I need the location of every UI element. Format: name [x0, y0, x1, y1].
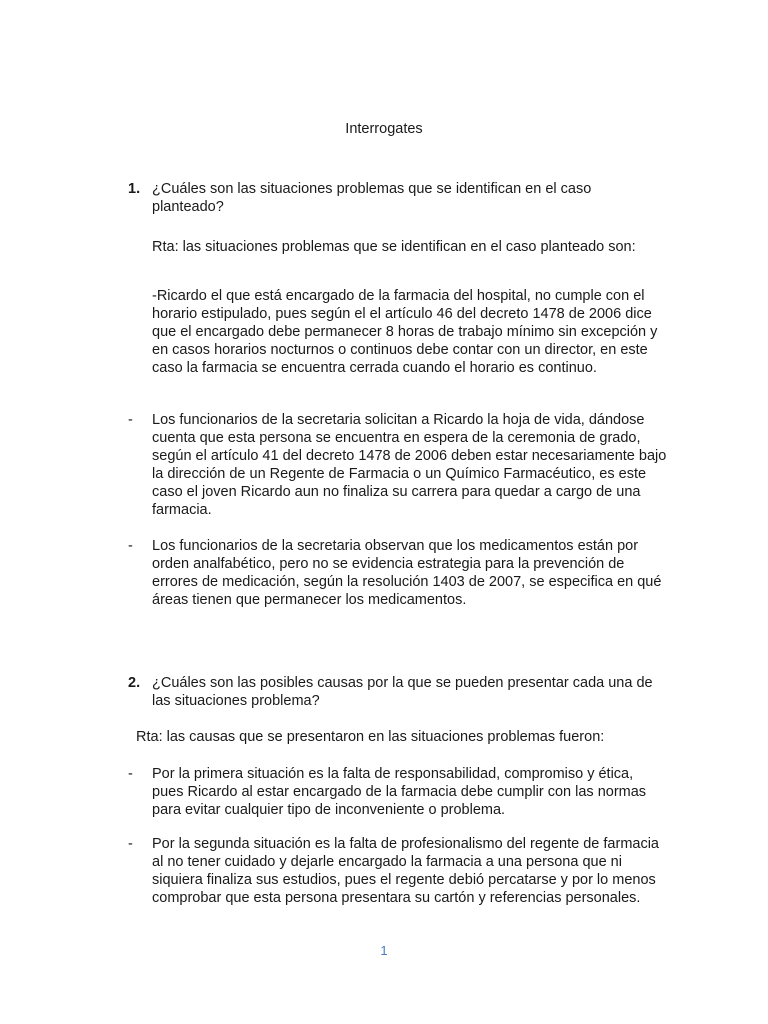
question-2-text: ¿Cuáles son las posibles causas por la que se pueden presentar cada una de las situaciones problema?: [152, 675, 653, 709]
document-title: Interrogates: [345, 121, 423, 137]
q1-bullet-1-marker: -: [128, 412, 133, 428]
q2-bullet-2-marker: -: [128, 836, 133, 852]
q1-bullet-2-marker: -: [128, 538, 133, 554]
page-number: 1: [380, 943, 388, 958]
q2-bullet-1-marker: -: [128, 766, 133, 782]
q1-bullet-1-text: Los funcionarios de la secretaria solicitan a Ricardo la hoja de vida, dándose cuenta que esta persona se encuentra en espera de la ceremonia de grado, según el artículo 41 del decreto 1478 de 2006 deben estar necesariamente bajo la dirección de un Regente de Farmacia o un Químico Farmacéutico, es este caso el joven Ricardo aun no finaliza su carrera para quedar a cargo de una farmacia.: [152, 412, 667, 518]
question-2-number: 2.: [128, 675, 141, 691]
q2-bullet-1-text: Por la primera situación es la falta de responsabilidad, compromiso y ética, pues Ricardo al estar encargado de la farmacia debe cumplir con las normas para evitar cualquier tipo de inconveniente o problema.: [152, 766, 647, 818]
question-2-answer-intro: Rta: las causas que se presentaron en las situaciones problemas fueron:: [136, 729, 605, 745]
question-1-paragraph: -Ricardo el que está encargado de la farmacia del hospital, no cumple con el horario estipulado, pues según el el artículo 46 del decreto 1478 de 2006 dice que el encargado debe permanecer 8 horas de trabajo mínimo sin excepción y en casos horarios nocturnos o continuos debe contar con un director, en este caso la farmacia se encuentra cerrada cuando el horario es continuo.: [152, 288, 658, 376]
question-1-number: 1.: [128, 181, 141, 197]
question-1-answer-intro: Rta: las situaciones problemas que se identifican en el caso planteado son:: [152, 239, 636, 255]
question-1-text: ¿Cuáles son las situaciones problemas que se identifican en el caso planteado?: [152, 181, 592, 215]
q2-bullet-2-text: Por la segunda situación es la falta de profesionalismo del regente de farmacia al no tener cuidado y dejarle encargado la farmacia a una persona que ni siquiera finaliza sus estudios, pues el regente debió percatarse y por lo menos comprobar que esta persona presentara su cartón y referencias personales.: [152, 836, 659, 906]
q1-bullet-2-text: Los funcionarios de la secretaria observan que los medicamentos están por orden analfabético, pero no se evidencia estrategia para la prevención de errores de medicación, según la resolución 1403 de 2007, se especifica en qué áreas tienen que permanecer los medicamentos.: [152, 538, 662, 608]
